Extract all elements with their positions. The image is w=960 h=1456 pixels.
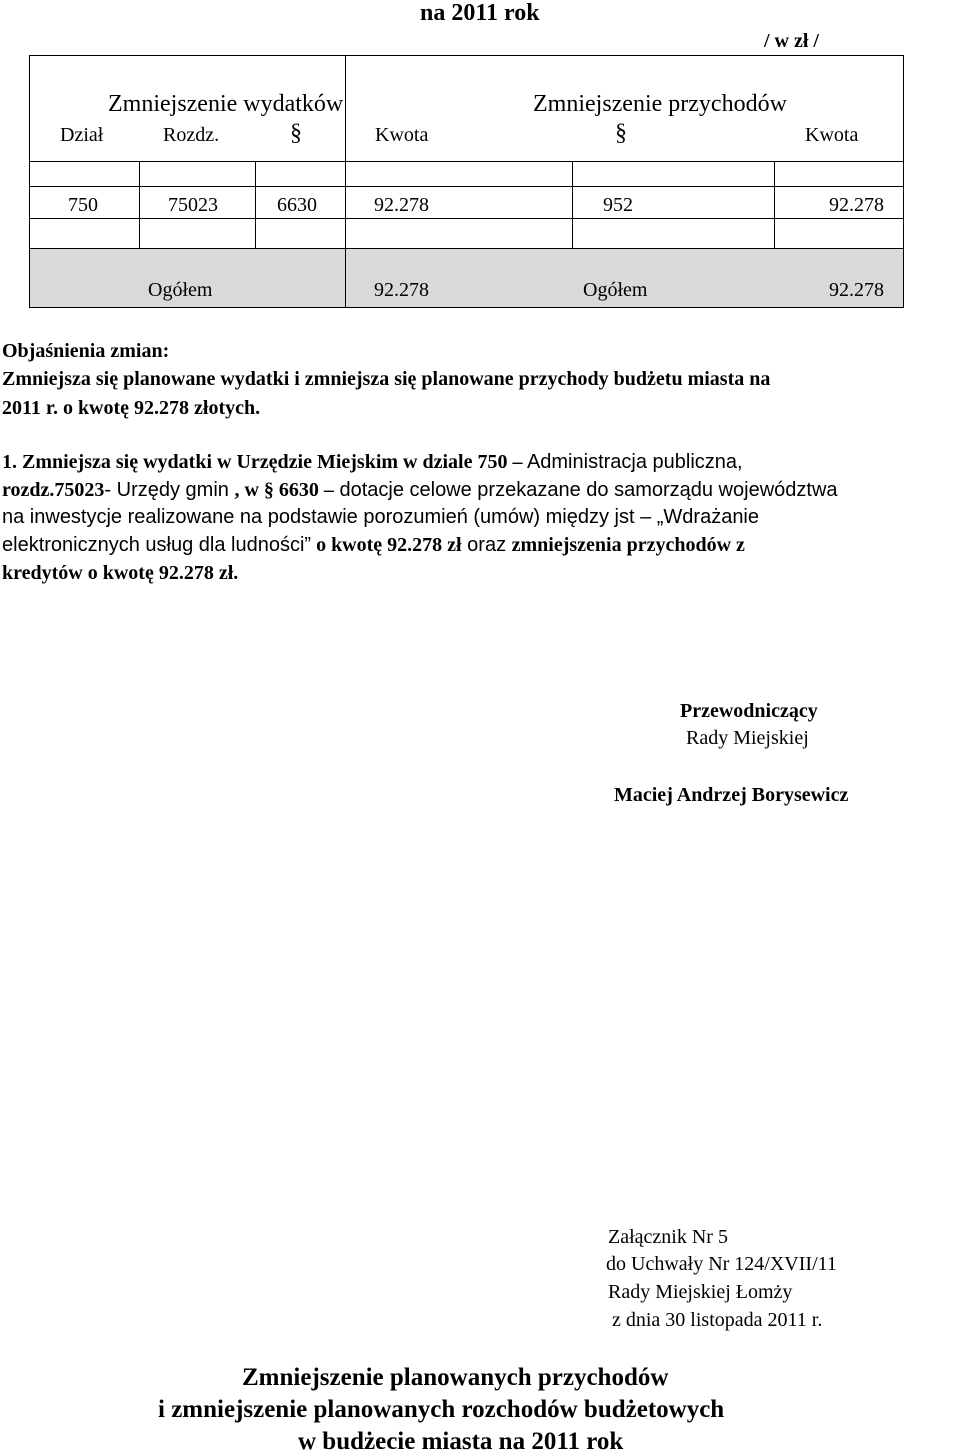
total-label-revenues: Ogółem: [583, 279, 648, 301]
annex-resolution: do Uchwały Nr 124/XVII/11: [606, 1253, 837, 1275]
total-expenses: 92.278: [374, 279, 429, 301]
table-rule: [30, 248, 903, 249]
item-1-bold: zmniejszenia przychodów z: [511, 534, 745, 556]
cell-kwota-expenses: 92.278: [374, 194, 429, 216]
item-1-bold: , w § 6630 –: [234, 479, 334, 501]
item-1-line-2: [2, 479, 838, 502]
annex-council: Rady Miejskiej Łomży: [608, 1281, 793, 1303]
item-1-bold: rozdz.75023: [2, 479, 105, 501]
footer-title-line-3: w budżecie miasta na 2011 rok: [298, 1428, 624, 1455]
cell-paragraph-revenues: 952: [603, 194, 633, 216]
explanations-heading-text: Objaśnienia zmian:: [2, 340, 170, 362]
footer-title-line-2: i zmniejszenie planowanych rozchodów budżetowych: [158, 1396, 725, 1423]
table-rule: [774, 161, 775, 248]
item-1-bold: 1. Zmniejsza się wydatki w Urzędzie Miejskim w dziale 750 –: [2, 451, 523, 473]
item-1-line-3: na inwestycje realizowane na podstawie porozumień (umów) między jst – „Wdrażanie: [2, 506, 760, 528]
annex-date: z dnia 30 listopada 2011 r.: [612, 1309, 823, 1331]
footer-title-line-1: Zmniejszenie planowanych przychodów: [242, 1364, 669, 1391]
col-paragraph-expenses: §: [290, 120, 302, 146]
item-1-line-4: [2, 534, 745, 557]
cell-paragraph-expenses: 6630: [277, 194, 317, 216]
unit-label: / w zł /: [764, 30, 819, 52]
col-paragraph-revenues: §: [615, 120, 627, 146]
explanations-heading: [2, 340, 169, 363]
explanations-line: 2011 r. o kwotę 92.278 złotych.: [2, 397, 261, 419]
table-rule: [255, 161, 256, 248]
total-revenues: 92.278: [829, 279, 884, 301]
signature-role: Przewodniczący: [680, 700, 818, 722]
table-rule: [572, 161, 573, 248]
explanations-line: Zmniejsza się planowane wydatki i zmniejsza się planowane przychody budżetu miasta na: [2, 368, 771, 390]
table-rule: [345, 56, 346, 307]
cell-rozdz: 75023: [168, 194, 218, 216]
budget-table: [29, 55, 904, 308]
item-1-text: Administracja publiczna,: [522, 451, 743, 473]
item-1-text: elektronicznych usług dla ludności”: [2, 534, 312, 556]
item-1-text: dotacje celowe przekazane do samorządu województwa: [333, 479, 838, 501]
total-label-expenses: Ogółem: [148, 279, 213, 301]
table-rule: [30, 161, 903, 162]
col-kwota-revenues: Kwota: [805, 124, 859, 146]
item-1-line-1: [2, 451, 743, 474]
signature-body: Rady Miejskiej: [686, 727, 809, 749]
cell-dzial: 750: [68, 194, 98, 216]
page-title: na 2011 rok: [420, 0, 540, 26]
table-rule: [30, 186, 903, 187]
col-kwota-expenses: Kwota: [375, 124, 429, 146]
section-expenses-heading: Zmniejszenie wydatków: [108, 91, 344, 117]
item-1-text: oraz: [461, 534, 512, 556]
col-dzial: Dział: [60, 124, 104, 146]
item-1-bold: o kwotę 92.278 zł: [311, 534, 462, 556]
section-revenues-heading: Zmniejszenie przychodów: [533, 91, 787, 117]
item-1-line-5: kredytów o kwotę 92.278 zł.: [2, 562, 239, 584]
item-1-text: - Urzędy gmin: [104, 479, 235, 501]
table-rule: [139, 161, 140, 248]
annex-number: Załącznik Nr 5: [608, 1226, 728, 1248]
table-rule: [30, 218, 903, 219]
cell-kwota-revenues: 92.278: [829, 194, 884, 216]
signature-name: Maciej Andrzej Borysewicz: [614, 784, 849, 806]
col-rozdz: Rozdz.: [163, 124, 220, 146]
